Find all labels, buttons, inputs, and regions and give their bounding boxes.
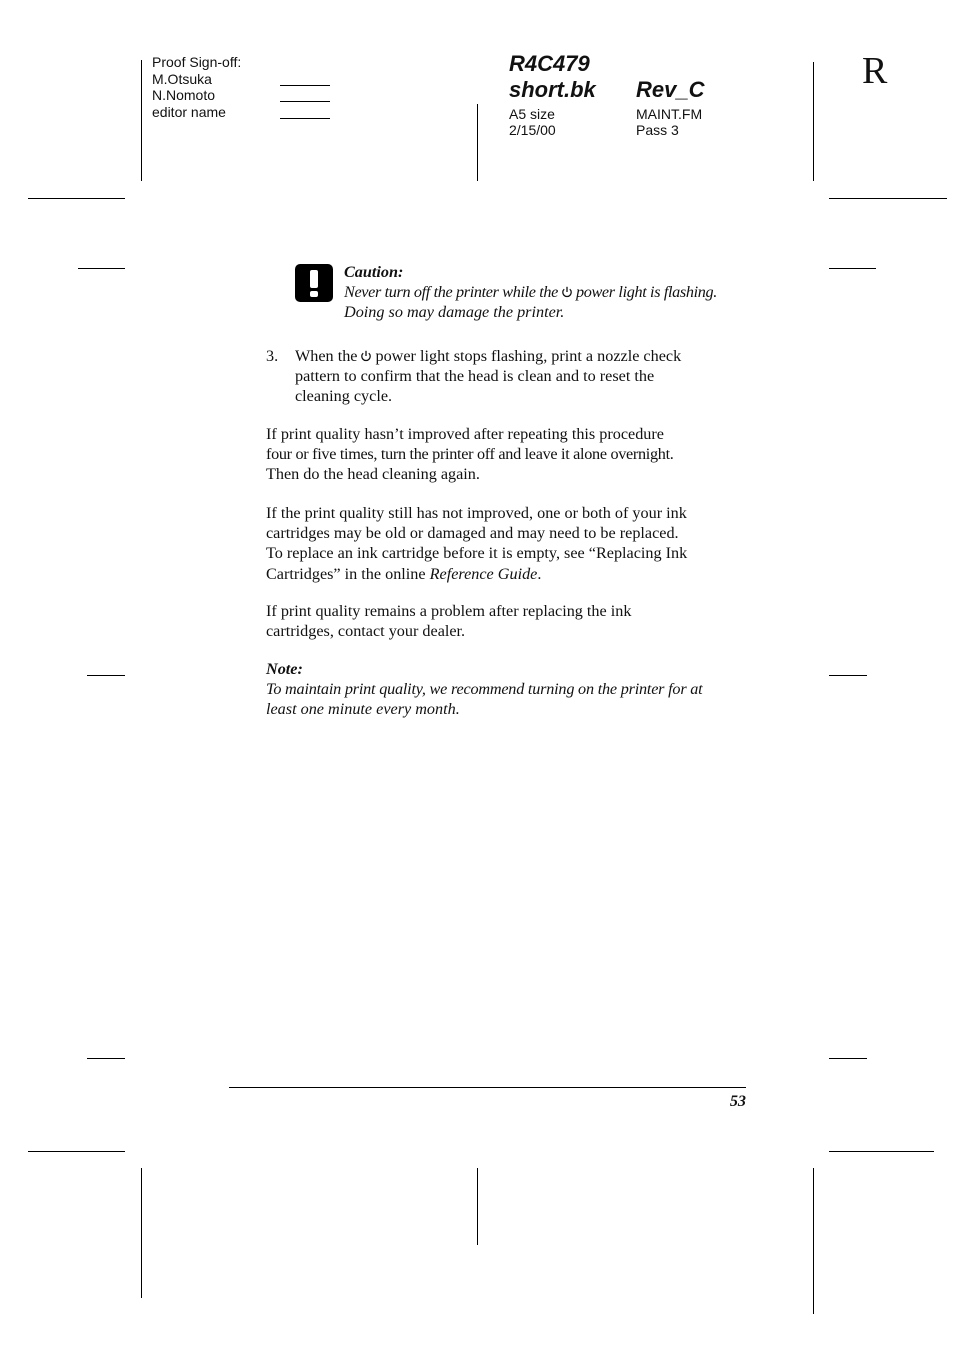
footer-rule [229, 1087, 746, 1088]
step-3-line3: cleaning cycle. [295, 387, 393, 406]
note-block [266, 659, 766, 720]
proof-label: Proof Sign-off: [152, 54, 242, 70]
paragraph-line: Then do the head cleaning again. [266, 465, 480, 484]
note-line: To maintain print quality, we recommend turning on the printer for at [266, 680, 703, 699]
caution-text-line2: Doing so may damage the printer. [344, 303, 565, 322]
doc-id: R4C479 [509, 51, 590, 76]
revision: Rev_C [636, 77, 705, 102]
signer-name: M.Otsuka [152, 70, 212, 87]
crop-mark [78, 268, 125, 269]
power-icon [360, 350, 372, 362]
crop-mark [829, 675, 867, 676]
page-size: A5 size [509, 106, 555, 122]
crop-mark [141, 1168, 142, 1298]
slug-date: 2/15/00 [509, 122, 556, 138]
file-name: MAINT.FM [636, 106, 703, 122]
power-icon [561, 286, 573, 298]
reference-guide-title: Reference Guide [429, 564, 538, 583]
paragraph-line: If the print quality still has not improved, one or both of your ink [266, 504, 687, 522]
caution-text-end: power light is flashing. [576, 283, 717, 302]
crop-mark [813, 1168, 814, 1314]
caution-block [344, 262, 764, 323]
crop-mark [813, 62, 814, 181]
crop-mark [829, 1058, 867, 1059]
paragraph-line: If print quality hasn’t improved after repeating this procedure [266, 425, 664, 443]
page-number: 53 [729, 1092, 746, 1110]
caution-text-start: Never turn off the printer while the [344, 283, 558, 302]
step-3-end: power light stops flashing, print a nozzle check [375, 347, 682, 365]
paragraph [266, 424, 766, 485]
proof-signoff [152, 54, 241, 120]
crop-mark [87, 675, 125, 676]
signature-line [280, 101, 330, 102]
corner-letter: R [862, 50, 888, 92]
caution-text [344, 282, 764, 302]
paragraph [266, 601, 766, 641]
note-title: Note: [266, 660, 303, 678]
crop-mark [829, 1151, 934, 1152]
crop-mark [477, 1168, 478, 1245]
signer-name: N.Nomoto [152, 87, 216, 103]
step-3-start: When the [295, 347, 358, 365]
step-3-text [295, 346, 755, 407]
paragraph-line: If print quality remains a problem after replacing the ink [266, 602, 632, 620]
pass-number: Pass 3 [636, 122, 679, 138]
paragraph-line: To replace an ink cartridge before it is empty, see “Replacing Ink [266, 544, 688, 563]
crop-mark [829, 268, 876, 269]
step-3-line1 [295, 346, 755, 366]
crop-mark [87, 1058, 125, 1059]
text-run: Cartridges” in the online [266, 564, 430, 583]
paragraph [266, 503, 766, 584]
crop-mark [829, 198, 947, 199]
step-3-line2: pattern to confirm that the head is clean and to reset the [295, 367, 655, 386]
crop-mark [141, 60, 142, 181]
caution-exclamation-icon [295, 264, 333, 302]
book-name: short.bk [509, 77, 596, 102]
step-number: 3. [266, 347, 279, 365]
paragraph-line: cartridges, contact your dealer. [266, 622, 466, 641]
paragraph-line: four or five times, turn the printer off and leave it alone overnight. [266, 445, 674, 464]
signature-line [280, 85, 330, 86]
signature-line [280, 118, 330, 119]
caution-title: Caution: [344, 263, 404, 281]
note-line: least one minute every month. [266, 700, 460, 719]
text-run: . [537, 564, 542, 583]
crop-mark [28, 198, 125, 199]
signer-name: editor name [152, 103, 226, 120]
crop-mark [477, 104, 478, 181]
paragraph-line [266, 564, 766, 584]
paragraph-line: cartridges may be old or damaged and may need to be replaced. [266, 524, 679, 543]
crop-mark [28, 1151, 125, 1152]
